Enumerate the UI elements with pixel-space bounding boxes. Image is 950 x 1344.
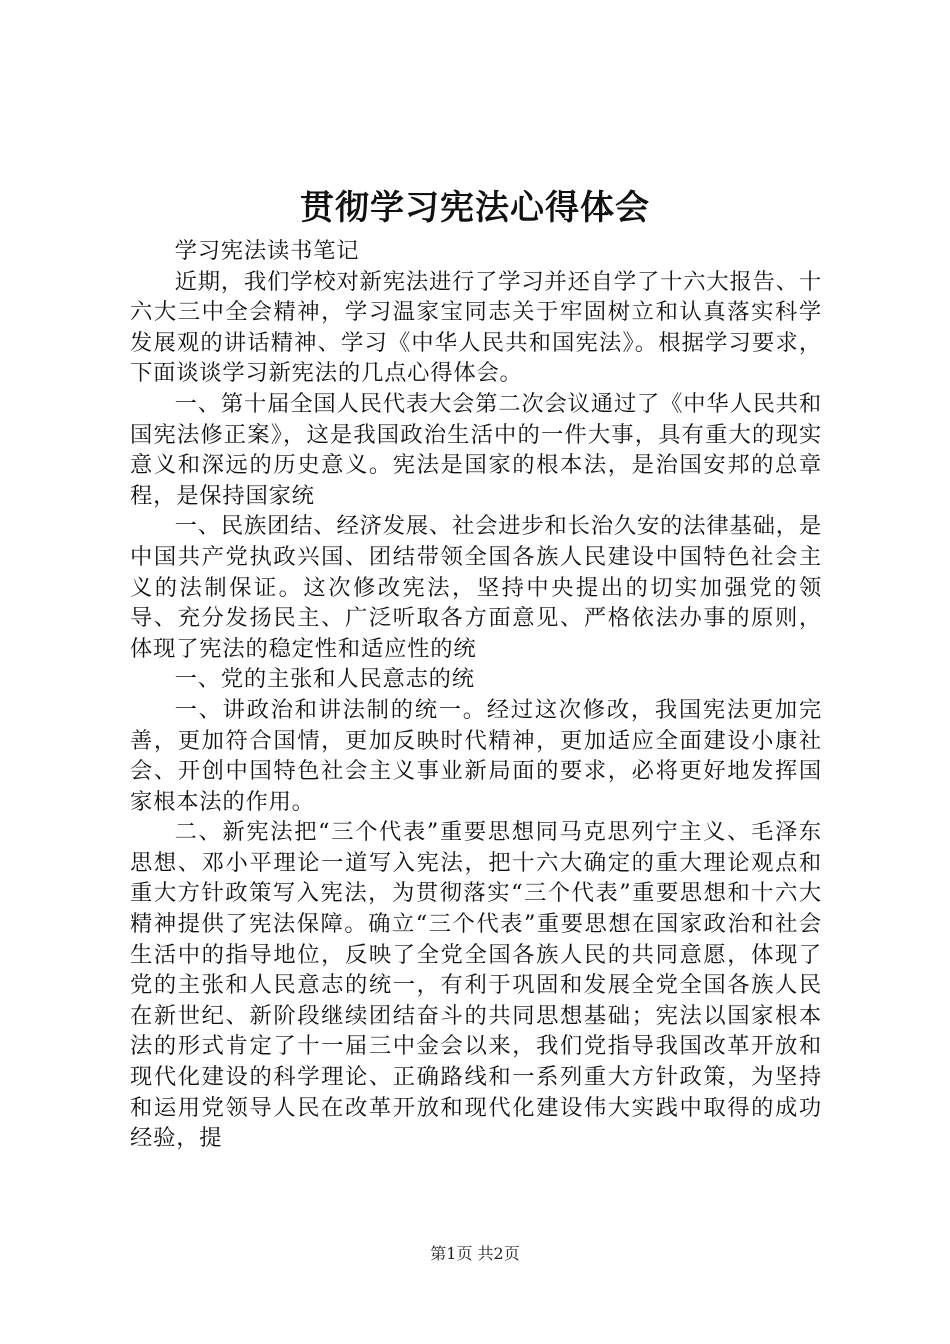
paragraph-section-1-short: 一、党的主张和人民意志的统 <box>174 666 475 693</box>
paragraph-subtitle: 学习宪法读书笔记 <box>174 238 360 264</box>
paragraph-section-1: 一、第十届全国人民代表大会第二次会议通过了《中华人民共和国宪法修正案》，这是我国政治生活中的一件大事，具有重大的现实意义和深远的历史意义。宪法是国家的根本法，是治国安邦的总章程，是保持国家统 <box>130 390 822 509</box>
page-number-footer: 第1页 共2页 <box>430 1244 520 1263</box>
paragraph-section-1-end: 一、讲政治和讲法制的统一。经过这次修改，我国宪法更加完善，更加符合国情，更加反映时代精神，更加适应全面建设小康社会、开创中国特色社会主义事业新局面的要求，必将更好地发挥国家根本法的作用。 <box>130 696 822 815</box>
paragraph-section-1-cont: 一、民族团结、经济发展、社会进步和长治久安的法律基础，是中国共产党执政兴国、团结带领全国各族人民建设中国特色社会主义的法制保证。这次修改宪法，坚持中央提出的切实加强党的领导、充分发扬民主、广泛听取各方面意见、严格依法办事的原则，体现了宪法的稳定性和适应性的统 <box>130 513 822 662</box>
paragraph-intro: 近期，我们学校对新宪法进行了学习并还自学了十六大报告、十六大三中全会精神，学习温家宝同志关于牢固树立和认真落实科学发展观的讲话精神、学习《中华人民共和国宪法》。根据学习要求，下面谈谈学习新宪法的几点心得体会。 <box>130 268 822 387</box>
document-title: 贯彻学习宪法心得体会 <box>300 188 650 228</box>
paragraph-section-2: 二、新宪法把“三个代表”重要思想同马克思列宁主义、毛泽东思想、邓小平理论一道写入宪法，把十六大确定的重大理论观点和重大方针政策写入宪法，为贯彻落实“三个代表”重要思想和十六大精神提供了宪法保障。确立“三个代表”重要思想在国家政治和社会生活中的指导地位，反映了全党全国各族人民的共同意愿，体现了党的主张和人民意志的统一，有利于巩固和发展全党全国各族人民在新世纪、新阶段继续团结奋斗的共同思想基础；宪法以国家根本法的形式肯定了十一届三中金会以来，我们党指导我国改革开放和现代化建设的科学理论、正确路线和一系列重大方针政策，为坚持和运用党领导人民在改革开放和现代化建设伟大实践中取得的成功经验，提 <box>130 819 822 1152</box>
document-body <box>130 236 822 1154</box>
